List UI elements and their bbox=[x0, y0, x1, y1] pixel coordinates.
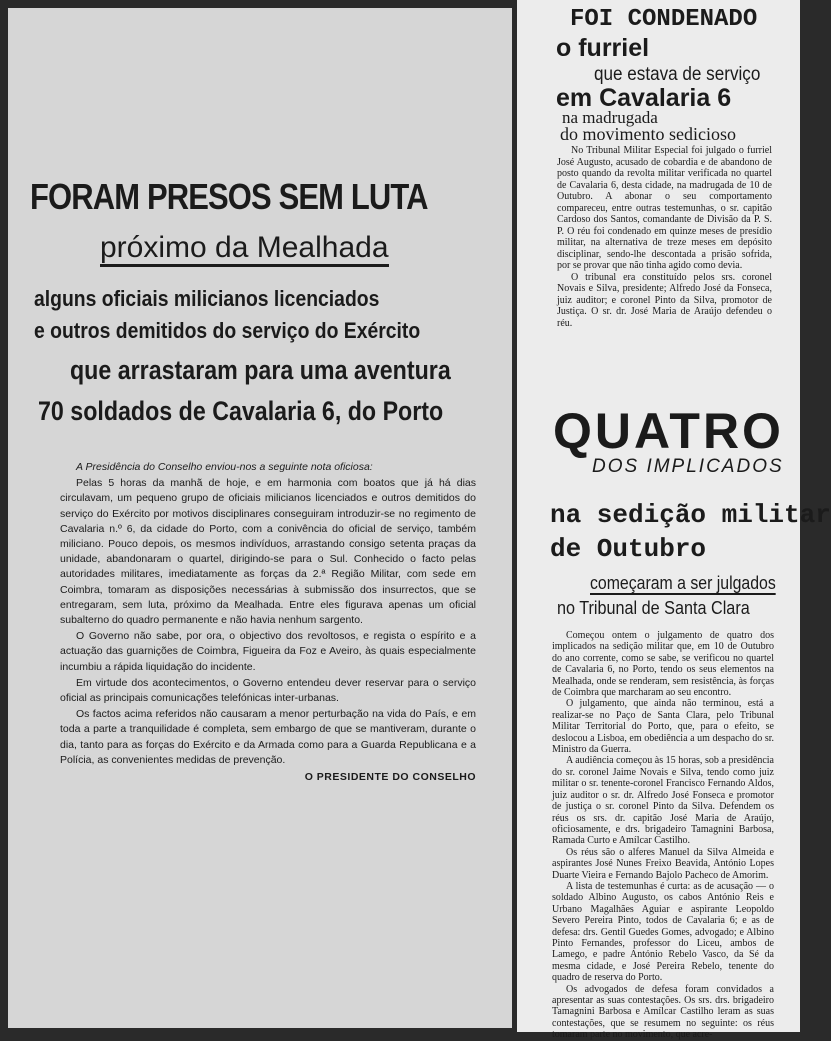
right2-head-3: na sedição militar bbox=[550, 500, 831, 530]
right2-head-5: começaram a ser julgados bbox=[590, 573, 776, 593]
article-paragraph: O Governo não sabe, por ora, o objectivo dos revoltosos, e regista o espírito e a actuação das guarnições de Coimbra, Figueira da Foz e Aveiro, às quais especialmente incumbiu a rápida liquidação do incidente. bbox=[60, 630, 476, 673]
article-paragraph: Em virtude dos acontecimentos, o Governo entendeu dever reservar para o serviço oficial as principais comunicações telefónicas inter-urbanas. bbox=[60, 676, 476, 705]
right1-head-3: que estava de serviço bbox=[594, 64, 761, 85]
headline: FORAM PRESOS SEM LUTA bbox=[30, 176, 428, 217]
left-article-body bbox=[60, 460, 476, 786]
right2-head-6: no Tribunal de Santa Clara bbox=[557, 598, 750, 618]
right1-head-2: o furriel bbox=[556, 34, 650, 62]
deck-line-1: alguns oficiais milicianos licenciados bbox=[34, 286, 380, 311]
right2-head-2: DOS IMPLICADOS bbox=[592, 456, 784, 477]
right2-head-4: de Outubro bbox=[550, 534, 707, 564]
deck-line-2: e outros demitidos do serviço do Exército bbox=[34, 318, 421, 343]
deck-line-3: que arrastaram para uma aventura bbox=[70, 355, 451, 385]
right1-body bbox=[557, 145, 772, 329]
right2-body bbox=[552, 630, 774, 1041]
article-paragraph: A audiência começou às 15 horas, sob a presidência do sr. coronel Jaime Novais e Silva, tendo como juiz militar o sr. tenente-coronel Francisco Fernando Aldos, juiz auditor o sr. dr. Alfredo José Fonseca e promotor de justiça o sr. coronel Pinto da Silva. Defendem os réus os srs. dr. capitão José Maria de Araújo, oficiosamente, e drs. brigadeiro Tamagnini Barbosa, Ramada Curto e Amílcar Castilho. bbox=[552, 755, 774, 847]
article-paragraph: Pelas 5 horas da manhã de hoje, e em harmonia com boatos que já há dias circulavam, um pequeno grupo de oficiais milicianos licenciados e outros demitidos do serviço do Exército por motivos disciplinares conseguiram introduzir-se no regimento de Cavalaria n.º 6, da cidade do Porto, com a conivência do oficial de serviço, também miliciano. Pouco depois, os mesmos indivíduos, arrastando consigo setenta praças da unidade, abandonaram o quartel, dirigindo-se para o Sul. Conhecido o facto pelas autoridades militares, imediatamente as forças da 2.ª Região Militar, com sede em Coimbra, tomaram as disposições necessárias à submissão dos insurrectos, que se entregaram, sem luta, próximo da Mealhada. Entre eles figurava apenas um oficial subalterno do quadro permanente e não havia nenhum sargento. bbox=[60, 477, 476, 627]
right1-head-6: do movimento sedicioso bbox=[560, 124, 736, 144]
article-paragraph: Os factos acima referidos não causaram a menor perturbação na vida do País, e em toda a parte a tranquilidade é completa, sem embargo de que se mantiveram, durante o dia, tanto para as forças do Exército e da Armada como para a Guarda Republicana e a Polícia, as convenientes medidas de prevenção. bbox=[60, 708, 476, 766]
article-paragraph: O julgamento, que ainda não terminou, está a realizar-se no Paço de Santa Clara, pelo Tribunal Militar Territorial do Porto, que, para o efeito, se deslocou a Lisboa, em obediência a um despacho do sr. Ministro da Guerra. bbox=[552, 698, 774, 756]
right2-head-1: QUATRO bbox=[553, 403, 784, 459]
right1-head-5: na madrugada bbox=[562, 108, 658, 127]
right1-head-4: em Cavalaria 6 bbox=[556, 84, 732, 112]
right1-head-1: FOI CONDENADO bbox=[570, 6, 758, 33]
article-paragraph: Os advogados de defesa foram convidados a apresentar as suas contestações. Os srs. drs. brigadeiro Tamagnini Barbosa e Amílcar Castilho leram as suas contestações, que se resumem no seguinte: os réus tomaram parte no movimento, que acre- bbox=[552, 983, 774, 1041]
subheadline: próximo da Mealhada bbox=[100, 232, 389, 267]
article-paragraph: No Tribunal Militar Especial foi julgado o furriel José Augusto, acusado de cobardia e de abandono de posto quando da revolta militar verificada no quartel de Cavalaria 6, desta cidade, na madrugada de 10 de Outubro. A abonar o seu comportamento compareceu, entre outras testemunhas, o sr. capitão Cardoso dos Santos, comandante de Divisão da P. S. P. O réu foi condenado em quinze meses de presídio militar, na alternativa de treze meses em depósito disciplinar, sendo-lhe descontada a prisão sofrida, por se provar que não tinha agido como devia. bbox=[557, 145, 772, 271]
article-paragraph: A lista de testemunhas é curta: as de acusação — o soldado Albino Augusto, os cabos António Reis e Urbano Magalhães Aguiar e aspirante Leopoldo Severo Pereira Pinto, todos de Cavalaria 6; e as de defesa: drs. Gentil Guedes Gomes, advogado; e Albino Pinto Fernandes, professor do Liceu, ambos de Lamego, e padre António Rebelo Vasco, da Sé da mesma cidade, e José Pereira Rebelo, tenente do quadro de reserva do Porto. bbox=[552, 880, 774, 984]
article-intro: A Presidência do Conselho enviou-nos a seguinte nota oficiosa: bbox=[76, 461, 373, 473]
signature: O PRESIDENTE DO CONSELHO bbox=[304, 771, 476, 784]
article-paragraph: Os réus são o alferes Manuel da Silva Almeida e aspirantes José Nunes Freixo Beavida, António Lopes Duarte Vieira e Fernando Bajolo Pacheco de Amorim. bbox=[552, 846, 774, 881]
article-paragraph: Começou ontem o julgamento de quatro dos implicados na sedição militar que, em 10 de Outubro do ano corrente, como se sabe, se verificou no quartel de Cavalaria 6, no Porto, tendo os seus elementos na Mealhada, onde se renderam, sem resistência, às forças de Coimbra que marcharam ao seu encontro. bbox=[552, 630, 774, 699]
article-paragraph: O tribunal era constituído pelos srs. coronel Novais e Silva, presidente; Alfredo José da Fonseca, juiz auditor; e coronel Pinto da Silva, promotor de Justiça. O sr. dr. José Maria de Araújo defendeu o réu. bbox=[557, 271, 772, 329]
deck-line-4: 70 soldados de Cavalaria 6, do Porto bbox=[38, 396, 444, 426]
